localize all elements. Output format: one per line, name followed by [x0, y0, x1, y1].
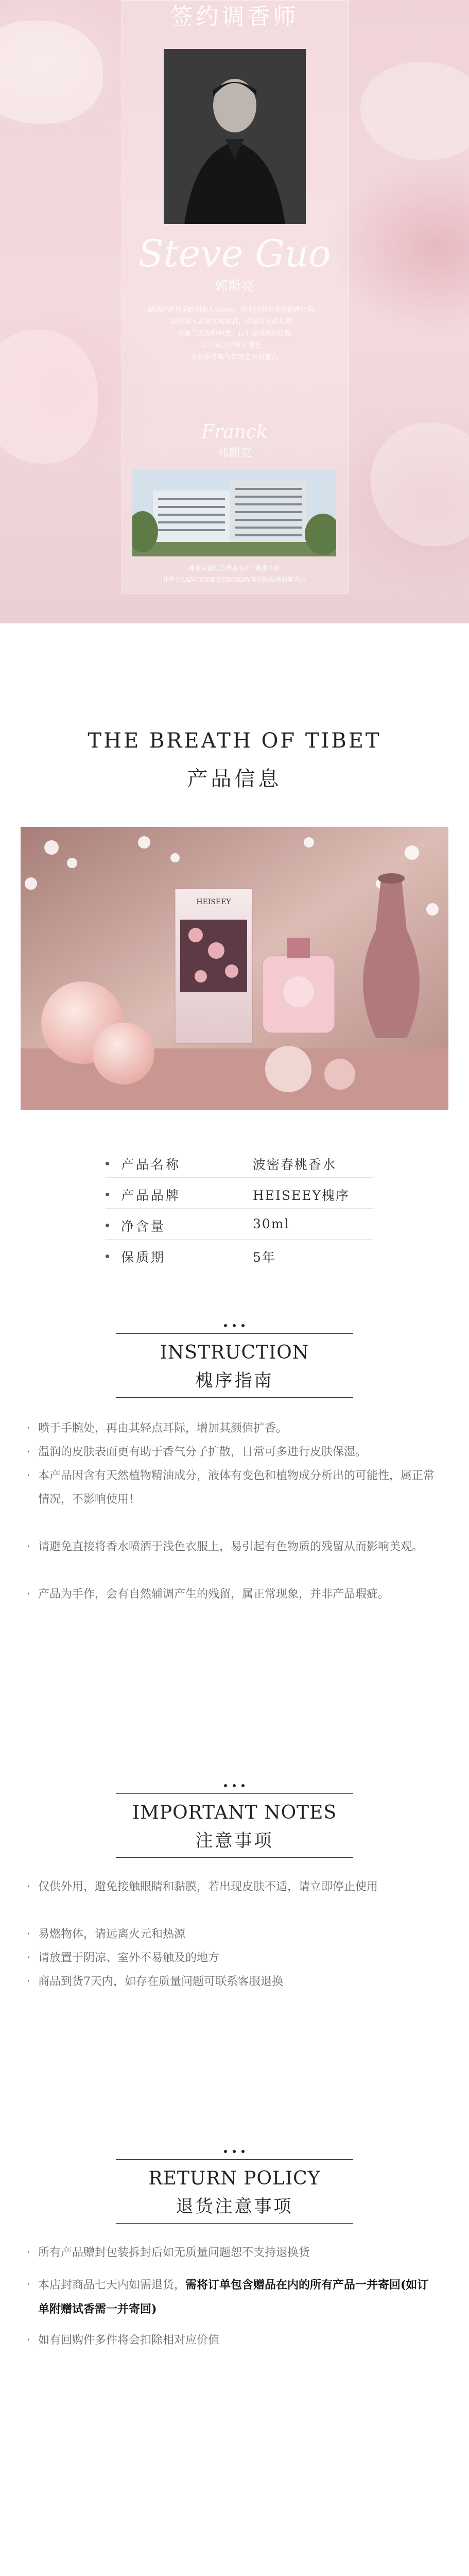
box-brand-label: HEISEEY: [196, 898, 231, 906]
bullet-dot: [106, 1224, 109, 1227]
spec-key: 净含量: [121, 1219, 166, 1234]
instruction-item: · 喷于手腕处，再由其轻点耳际，增加其颜值扩香。: [27, 1422, 288, 1435]
notes-item: · 商品到货7天内，如存在质量问题可联系客服退换: [27, 1975, 283, 1988]
petal-decoration: [360, 62, 469, 160]
instruction-item: · 请避免直接将香水喷洒于浅色衣服上，易引起有色物质的残留从而影响美观。: [27, 1540, 424, 1553]
bullet-dot: [106, 1162, 109, 1165]
product-title-en: THE BREATH OF TIBET: [88, 729, 381, 753]
spec-key: 产品品牌: [121, 1188, 181, 1203]
building-photo: [132, 470, 336, 556]
heading-ornament: [203, 1323, 265, 1329]
heading-rule: [116, 1857, 353, 1858]
return-bold-text: 需将订单包含赠品在内的所有产品一并寄回(如订单附赠试香需一并寄回): [38, 2278, 429, 2316]
bio-line: 精通三大香料种类，有丰富的调香经验: [177, 330, 291, 337]
return-item: · 如有回购件多件将会扣除相对应价值: [27, 2334, 220, 2347]
heading-ornament: [203, 2148, 265, 2155]
notes-title-cn: 注意事项: [195, 1831, 274, 1851]
heading-rule: [116, 1397, 353, 1398]
instruction-item: · 温润的皮肤表面更有助于香气分子扩散，日常可多进行皮肤保湿。: [27, 1446, 367, 1459]
return-title-en: RETURN POLICY: [148, 2168, 321, 2189]
notes-item: · 仅供外用，避免接触眼睛和黏膜，若出现皮肤不适，请立即停止使用: [27, 1880, 378, 1893]
bio-line: 藏满诗香世家的创始人Steve，在中国拥有多年调香经验，: [148, 306, 321, 314]
product-photo: [21, 827, 448, 1110]
bullet-dot: [106, 1255, 109, 1258]
spec-key: 保质期: [121, 1250, 166, 1265]
steve-name: 郭斯亮: [214, 279, 255, 294]
spec-row: [106, 1244, 373, 1270]
spec-value: HEISEEY槐序: [253, 1188, 350, 1203]
spec-value: 5年: [253, 1250, 276, 1265]
bio-line: 将高原香味与传统艺术相融合: [190, 353, 278, 361]
divider: [106, 1177, 373, 1178]
spec-value: 30ml: [253, 1216, 290, 1231]
steve-portrait: [164, 49, 306, 224]
petal-decoration: [0, 21, 103, 124]
bio-line: 弗朗克曾任世界著名IFF调香大师: [188, 565, 280, 572]
spec-row: [106, 1182, 373, 1208]
perfumer-section: [0, 0, 469, 623]
bio-line: 20年深入高原实地调香，作品可长达几周，: [169, 318, 299, 326]
instruction-item: · 产品为手作，会有自然辅调产生的残留，属正常现象，并非产品瑕疵。: [27, 1588, 390, 1601]
franck-bio: [136, 563, 332, 585]
divider: [106, 1239, 373, 1240]
instruction-title-cn: 槐序指南: [195, 1370, 274, 1391]
bio-line: 并曾为LANCOME及TIFFANY等国际品牌调制香水: [162, 576, 306, 583]
heading-rule: [116, 1793, 353, 1794]
spec-value: 波密春桃香水: [253, 1157, 337, 1172]
section-title: 签约调香师: [170, 4, 299, 30]
bio-line: 以中式美学审美调香，: [200, 342, 268, 349]
petal-decoration: [0, 330, 98, 464]
franck-name: 弗朗克: [217, 447, 252, 460]
notes-title-en: IMPORTANT NOTES: [132, 1802, 337, 1823]
return-item: · 本店封商品七天内如需退货，需将订单包含赠品在内的所有产品一并寄回(如订单附赠试香需一并寄回): [27, 2278, 429, 2316]
instruction-item: · 本产品因含有天然植物精油成分，液体有变色和植物成分析出的可能性，属正常情况，不影响使用！: [27, 1469, 435, 1506]
heading-ornament: [203, 1783, 265, 1789]
spec-key: 产品名称: [121, 1157, 181, 1172]
notes-item: · 请放置于阴凉、室外不易触及的地方: [27, 1952, 220, 1964]
franck-signature: Franck: [201, 421, 268, 443]
spec-row: [106, 1213, 373, 1239]
return-item: · 所有产品赠封包装拆封后如无质量问题恕不支持退换货: [27, 2246, 310, 2259]
return-normal-text: 本店封商品七天内如需退货，: [38, 2279, 186, 2292]
instruction-title-en: INSTRUCTION: [160, 1342, 309, 1363]
bullet-dot: [106, 1193, 109, 1196]
heading-rule: [116, 2159, 353, 2160]
divider: [106, 1208, 373, 1209]
heading-rule: [116, 2223, 353, 2224]
product-title-cn: 产品信息: [187, 767, 282, 791]
notes-item: · 易燃物体，请远离火元和热源: [27, 1928, 186, 1941]
steve-bio: [136, 304, 332, 363]
spec-row: [106, 1151, 373, 1177]
steve-signature: Steve Guo: [138, 232, 331, 275]
return-title-cn: 退货注意事项: [176, 2196, 293, 2217]
heading-rule: [116, 1333, 353, 1334]
